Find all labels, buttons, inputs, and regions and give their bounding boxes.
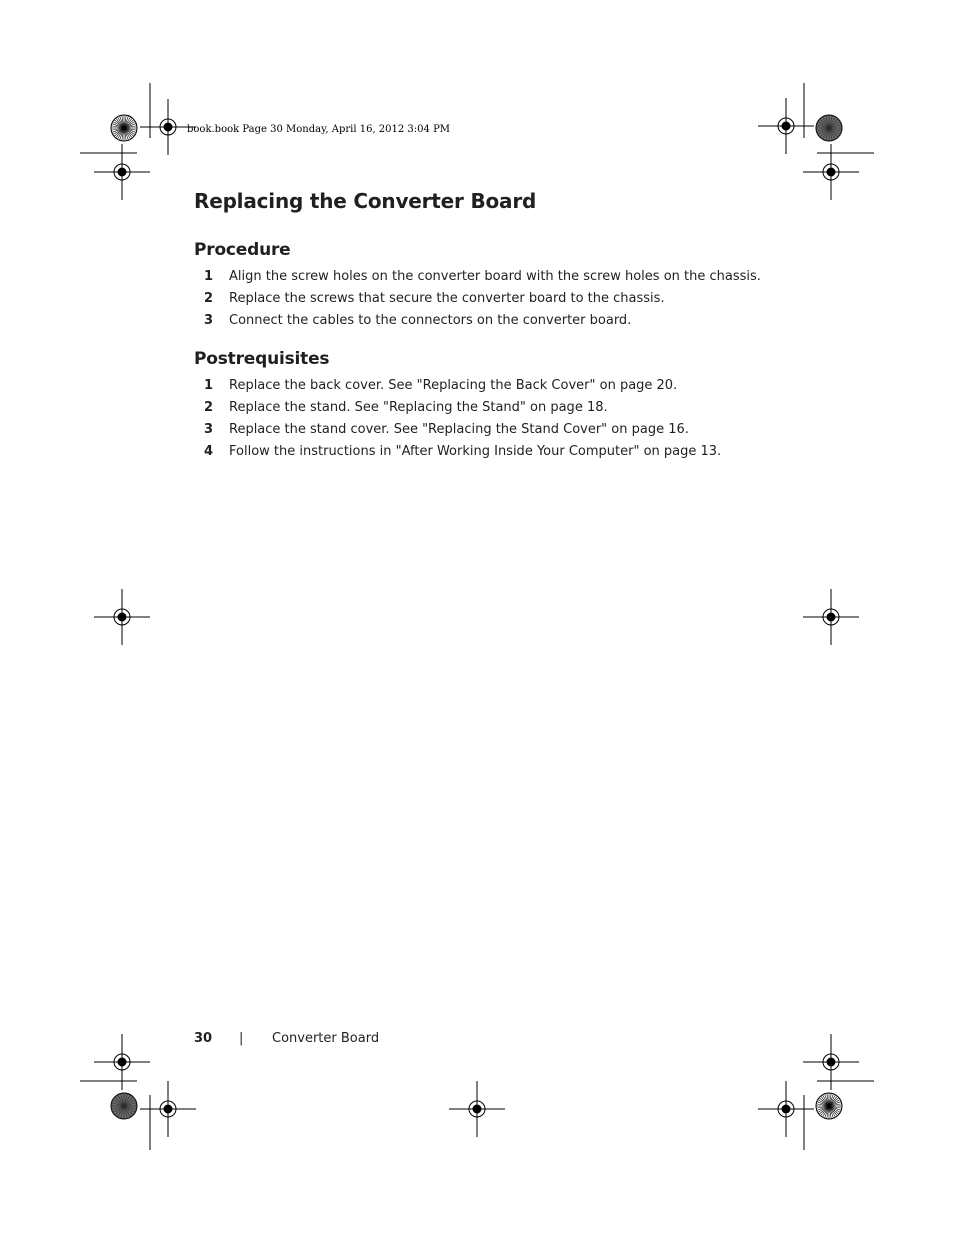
- registration-mark: [803, 144, 859, 200]
- printer-slug: book.book Page 30 Monday, April 16, 2012 3:04 PM: [187, 124, 451, 135]
- color-bar-wheel: [111, 1093, 137, 1119]
- color-bar-wheel: [816, 115, 842, 141]
- step-number: 1: [204, 269, 214, 284]
- registration-mark: [94, 144, 150, 200]
- step-number: 2: [204, 291, 214, 306]
- footer-separator: |: [239, 1031, 244, 1046]
- registration-mark: [758, 98, 814, 154]
- registration-mark: [803, 1034, 859, 1090]
- step-number: 3: [204, 313, 214, 328]
- step-text: Replace the stand. See "Replacing the Stand" on page 18.: [229, 400, 608, 415]
- list-item: [194, 419, 721, 441]
- procedure-heading: Procedure: [194, 240, 291, 260]
- procedure-list: [194, 266, 761, 332]
- step-text: Connect the cables to the connectors on the converter board.: [229, 313, 632, 328]
- list-item: [194, 310, 761, 332]
- step-text: Replace the screws that secure the converter board to the chassis.: [229, 291, 665, 306]
- step-number: 1: [204, 378, 214, 393]
- registration-mark: [758, 1081, 814, 1137]
- color-bar-wheel: [111, 115, 137, 141]
- registration-mark: [449, 1081, 505, 1137]
- registration-mark: [94, 1034, 150, 1090]
- postrequisites-heading: Postrequisites: [194, 349, 330, 369]
- footer-section-title: Converter Board: [272, 1031, 380, 1046]
- postrequisites-list: [194, 375, 721, 463]
- list-item: [194, 397, 721, 419]
- step-text: Replace the back cover. See "Replacing the Back Cover" on page 20.: [229, 378, 678, 393]
- list-item: [194, 266, 761, 288]
- step-text: Align the screw holes on the converter board with the screw holes on the chassis.: [229, 269, 761, 284]
- registration-mark: [94, 589, 150, 645]
- step-text: Replace the stand cover. See "Replacing the Stand Cover" on page 16.: [229, 422, 689, 437]
- step-text: Follow the instructions in "After Working Inside Your Computer" on page 13.: [229, 444, 722, 459]
- step-number: 4: [204, 444, 214, 459]
- registration-mark: [803, 589, 859, 645]
- page-number: 30: [194, 1031, 213, 1046]
- registration-mark: [140, 1081, 196, 1137]
- list-item: [194, 375, 721, 397]
- step-number: 2: [204, 400, 214, 415]
- list-item: [194, 441, 721, 463]
- list-item: [194, 288, 761, 310]
- step-number: 3: [204, 422, 214, 437]
- color-bar-wheel: [816, 1093, 842, 1119]
- page-title: Replacing the Converter Board: [194, 189, 537, 213]
